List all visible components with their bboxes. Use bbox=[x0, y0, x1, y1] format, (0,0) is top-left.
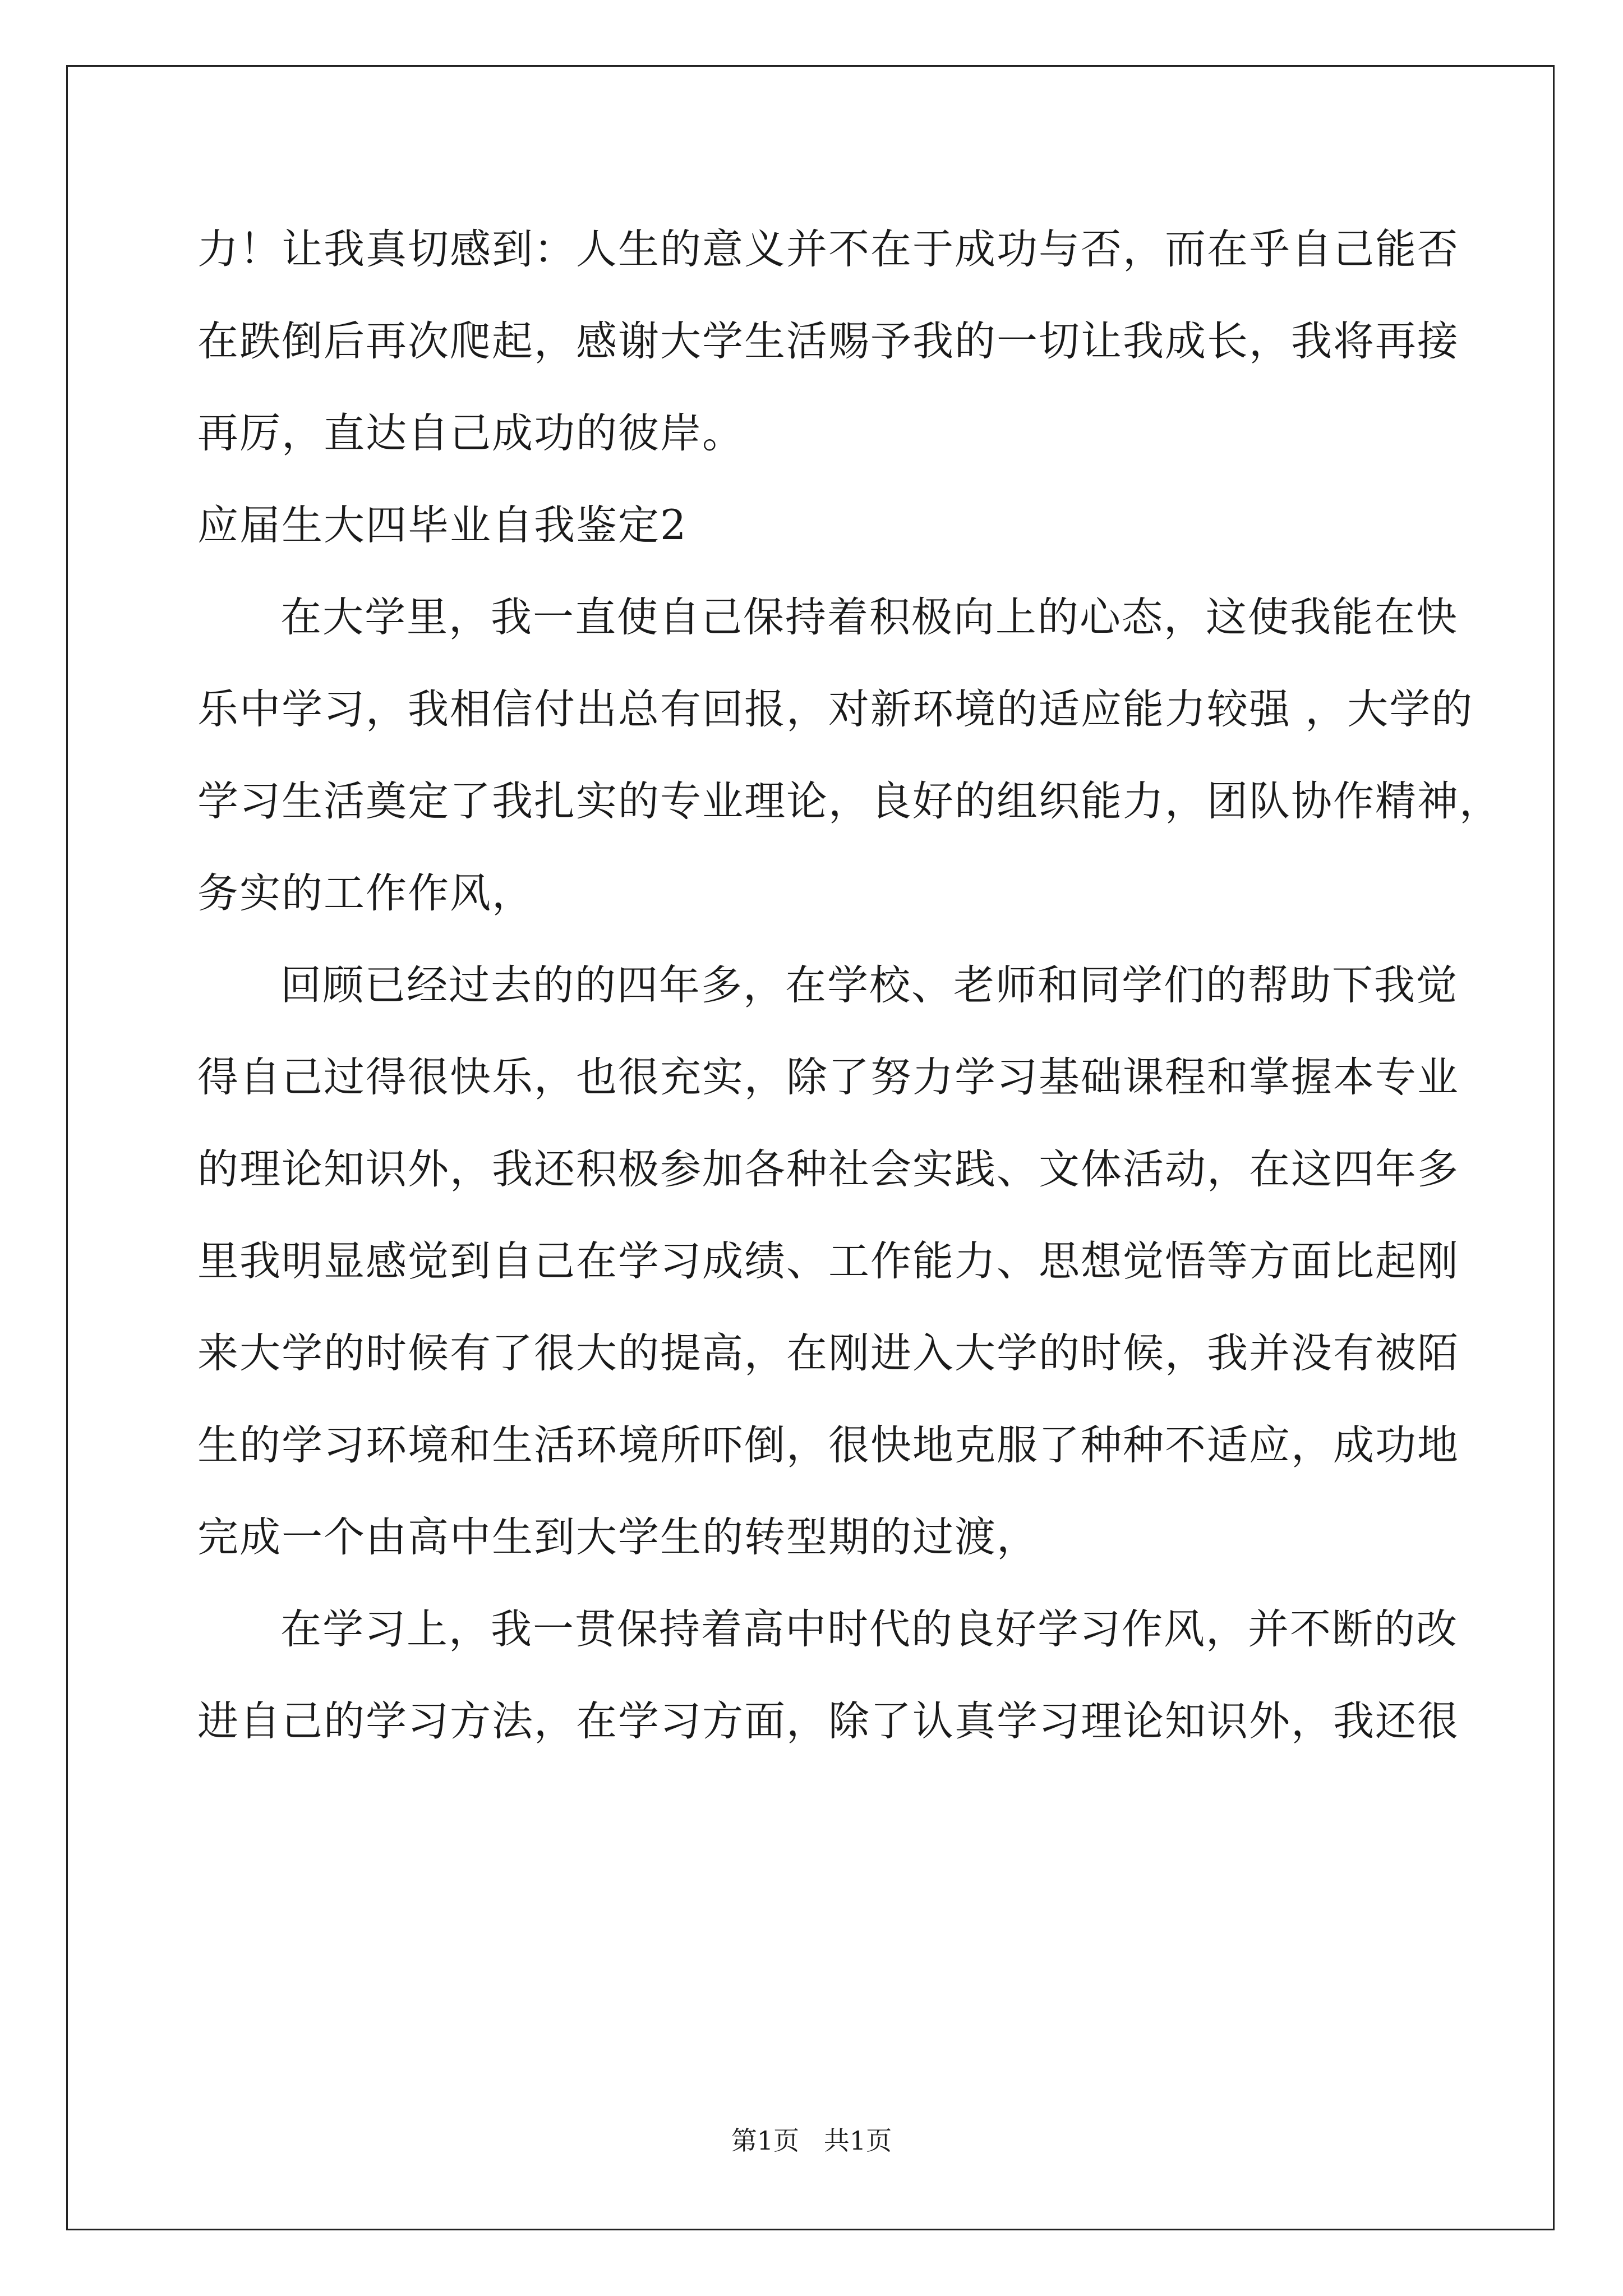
text-line: 再厉，直达自己成功的彼岸。 bbox=[197, 409, 744, 457]
page-number-footer: 第1页 共1页 bbox=[731, 2125, 892, 2156]
paragraph-first-line: 在大学里，我一直使自己保持着积极向上的心态，这使我能在快 bbox=[280, 593, 1458, 641]
text-line: 乐中学习，我相信付出总有回报，对新环境的适应能力较强 ，大学的 bbox=[197, 685, 1474, 733]
text-line: 进自己的学习方法，在学习方面，除了认真学习理论知识外，我还很 bbox=[197, 1697, 1459, 1745]
section-heading: 应届生大四毕业自我鉴定2 bbox=[197, 501, 688, 549]
text-line: 里我明显感觉到自己在学习成绩、工作能力、思想觉悟等方面比起刚 bbox=[197, 1237, 1459, 1285]
text-line: 完成一个由高中生到大学生的转型期的过渡， bbox=[197, 1513, 1039, 1561]
text-line: 务实的工作作风， bbox=[197, 869, 534, 917]
text-line: 生的学习环境和生活环境所吓倒，很快地克服了种种不适应，成功地 bbox=[197, 1421, 1459, 1469]
text-line: 得自己过得很快乐，也很充实，除了努力学习基础课程和掌握本专业 bbox=[197, 1053, 1459, 1101]
text-line: 力！让我真切感到：人生的意义并不在于成功与否，而在乎自己能否 bbox=[197, 226, 1459, 273]
paragraph-first-line: 在学习上，我一贯保持着高中时代的良好学习作风，并不断的改 bbox=[280, 1605, 1458, 1653]
paragraph-first-line: 回顾已经过去的的四年多，在学校、老师和同学们的帮助下我觉 bbox=[280, 961, 1458, 1009]
text-line: 来大学的时候有了很大的提高，在刚进入大学的时候，我并没有被陌 bbox=[197, 1329, 1459, 1377]
text-line: 学习生活奠定了我扎实的专业理论，良好的组织能力，团队协作精神， bbox=[197, 777, 1501, 825]
text-line: 在跌倒后再次爬起，感谢大学生活赐予我的一切让我成长，我将再接 bbox=[197, 318, 1459, 365]
text-line: 的理论知识外，我还积极参加各种社会实践、文体活动，在这四年多 bbox=[197, 1145, 1459, 1193]
